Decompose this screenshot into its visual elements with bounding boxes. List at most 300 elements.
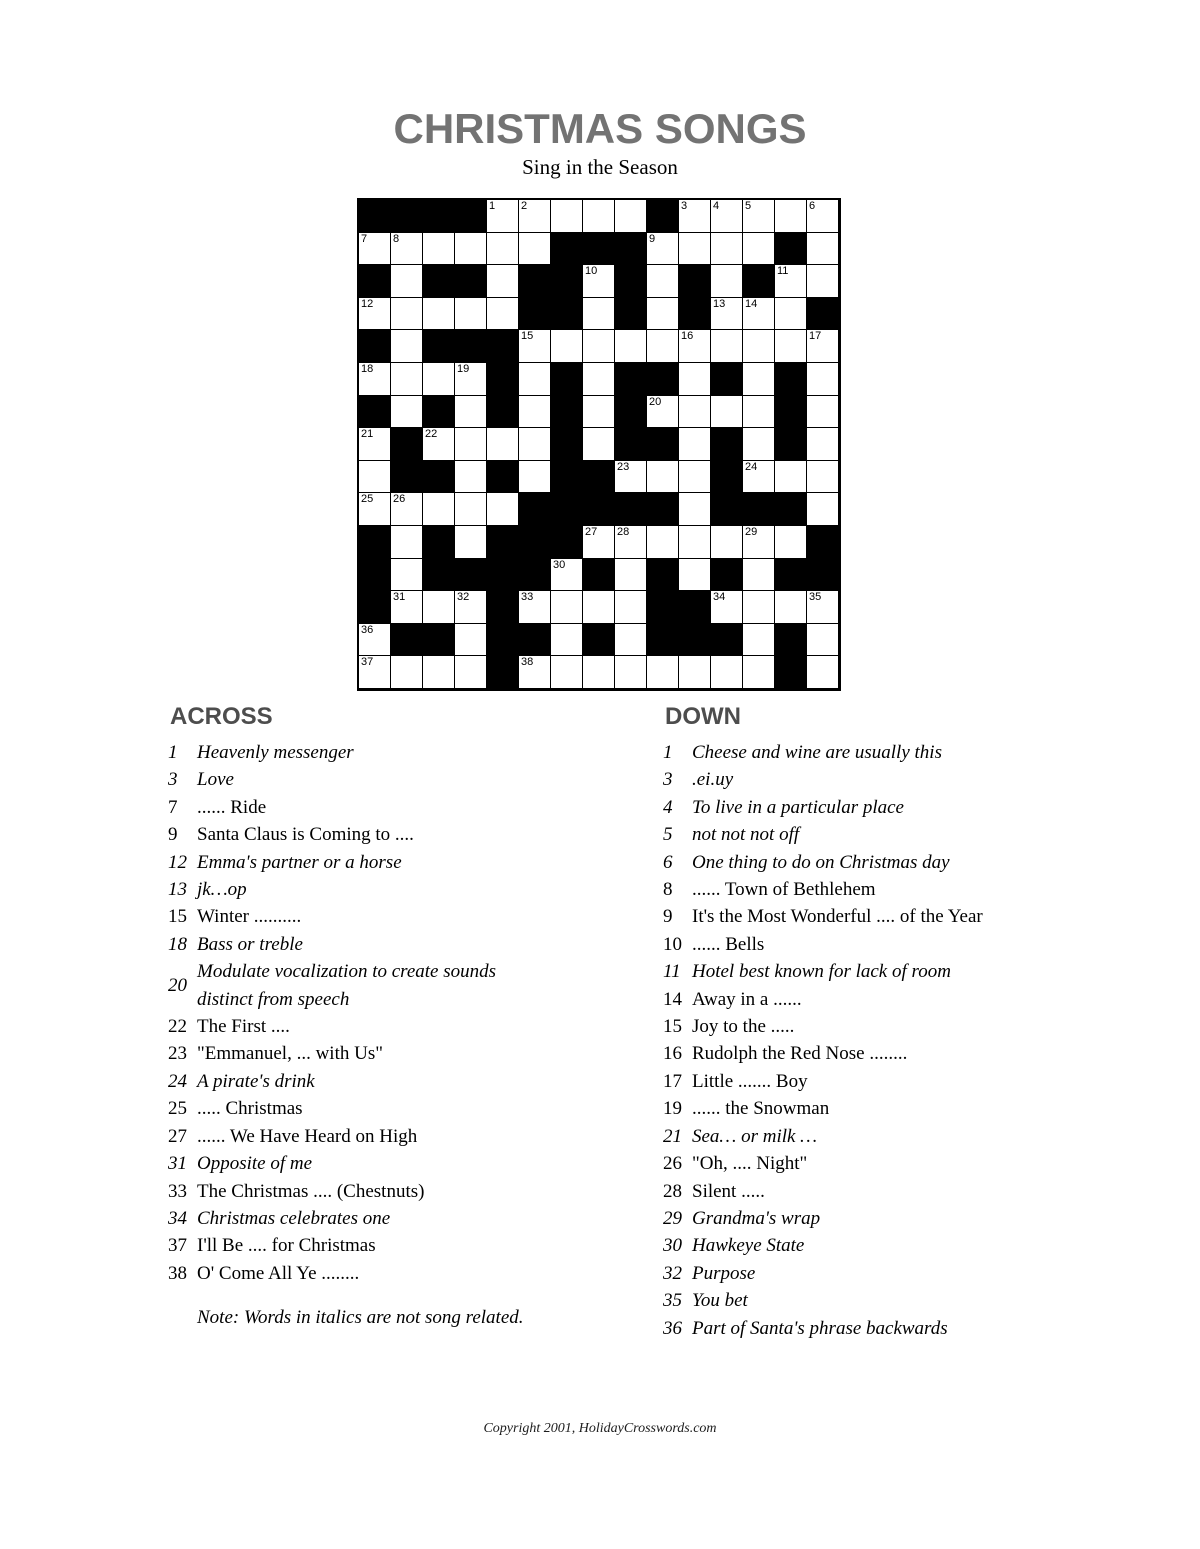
grid-cell[interactable] <box>615 200 647 233</box>
grid-cell[interactable] <box>519 330 551 363</box>
grid-cell[interactable] <box>519 363 551 396</box>
grid-cell[interactable] <box>359 493 391 526</box>
clue-number: 9 <box>168 824 178 846</box>
grid-cell-black <box>551 526 583 559</box>
clue-text: The Christmas .... (Chestnuts) <box>197 1180 425 1202</box>
grid-cell-black <box>711 493 743 526</box>
grid-cell-black <box>775 233 807 266</box>
cell-number: 13 <box>713 297 726 310</box>
grid-cell[interactable] <box>711 200 743 233</box>
across-clue-38 <box>168 1260 529 1287</box>
down-clue-32 <box>663 1260 1024 1287</box>
grid-cell[interactable] <box>391 591 423 624</box>
grid-cell-black <box>359 200 391 233</box>
clue-number: 4 <box>663 796 673 818</box>
down-clue-8 <box>663 876 1024 903</box>
grid-cell[interactable] <box>391 363 423 396</box>
grid-cell[interactable] <box>391 265 423 298</box>
grid-cell[interactable] <box>615 461 647 494</box>
grid-cell[interactable] <box>807 265 839 298</box>
cell-number: 23 <box>617 460 630 473</box>
grid-cell-black <box>423 624 455 657</box>
grid-cell[interactable] <box>583 200 615 233</box>
grid-cell[interactable] <box>743 591 775 624</box>
grid-cell-black <box>775 493 807 526</box>
clue-number: 8 <box>663 879 673 901</box>
grid-cell-black <box>775 396 807 429</box>
clue-text: Part of Santa's phrase backwards <box>692 1317 948 1339</box>
grid-cell[interactable] <box>583 591 615 624</box>
grid-cell[interactable] <box>359 461 391 494</box>
clue-text: A pirate's drink <box>197 1070 315 1092</box>
grid-cell[interactable] <box>359 363 391 396</box>
grid-cell[interactable] <box>615 656 647 689</box>
grid-cell-black <box>775 624 807 657</box>
grid-cell-black <box>487 624 519 657</box>
grid-cell-black <box>423 330 455 363</box>
clue-text: ..... Christmas <box>197 1098 303 1120</box>
grid-cell-black <box>743 493 775 526</box>
down-clue-29 <box>663 1205 1024 1232</box>
grid-cell-black <box>583 233 615 266</box>
clue-number: 1 <box>168 742 178 763</box>
grid-cell[interactable] <box>807 396 839 429</box>
grid-cell[interactable] <box>455 624 487 657</box>
grid-cell-black <box>679 591 711 624</box>
grid-cell[interactable] <box>679 559 711 592</box>
down-clue-17 <box>663 1068 1024 1095</box>
clue-number: 21 <box>663 1125 682 1147</box>
clue-text: I'll Be .... for Christmas <box>197 1235 376 1257</box>
grid-cell[interactable] <box>583 396 615 429</box>
grid-cell[interactable] <box>647 298 679 331</box>
grid-cell-black <box>359 396 391 429</box>
clue-number: 15 <box>663 1016 682 1038</box>
clue-number: 16 <box>663 1043 682 1065</box>
grid-cell[interactable] <box>807 428 839 461</box>
clue-text: ...... Ride <box>197 796 267 818</box>
clue-text: Grandma's wrap <box>692 1207 821 1229</box>
across-clue-34 <box>168 1205 529 1232</box>
clue-number: 37 <box>168 1235 187 1257</box>
clue-text: Christmas celebrates one <box>197 1207 391 1229</box>
clue-number: 5 <box>663 824 673 846</box>
grid-cell-black <box>391 428 423 461</box>
clue-number: 3 <box>663 769 673 791</box>
grid-cell-black <box>711 363 743 396</box>
grid-cell[interactable] <box>679 200 711 233</box>
grid-cell[interactable] <box>423 591 455 624</box>
grid-cell[interactable] <box>359 624 391 657</box>
down-clue-11 <box>663 958 1024 985</box>
clue-number: 22 <box>168 1016 187 1038</box>
grid-cell-black <box>647 200 679 233</box>
grid-cell[interactable] <box>583 526 615 559</box>
grid-cell[interactable] <box>583 298 615 331</box>
grid-cell[interactable] <box>583 428 615 461</box>
grid-cell[interactable] <box>455 363 487 396</box>
grid-cell[interactable] <box>551 591 583 624</box>
grid-cell-black <box>583 624 615 657</box>
grid-cell[interactable] <box>775 298 807 331</box>
grid-cell[interactable] <box>391 330 423 363</box>
clue-number: 33 <box>168 1180 187 1202</box>
grid-cell[interactable] <box>647 461 679 494</box>
grid-cell-black <box>583 493 615 526</box>
grid-cell[interactable] <box>487 233 519 266</box>
cell-number: 22 <box>425 428 438 441</box>
grid-cell[interactable] <box>711 396 743 429</box>
grid-cell[interactable] <box>647 526 679 559</box>
grid-cell[interactable] <box>743 526 775 559</box>
clue-text: Purpose <box>692 1262 756 1284</box>
across-header: ACROSS <box>170 703 273 730</box>
grid-cell[interactable] <box>743 461 775 494</box>
across-clue-1 <box>168 739 529 766</box>
grid-cell[interactable] <box>743 200 775 233</box>
down-clue-9 <box>663 903 1024 930</box>
grid-cell[interactable] <box>423 428 455 461</box>
grid-cell-black <box>487 656 519 689</box>
across-clue-9 <box>168 821 529 848</box>
cell-number: 10 <box>585 265 598 278</box>
grid-cell[interactable] <box>615 330 647 363</box>
clue-text: Opposite of me <box>197 1153 313 1175</box>
grid-cell-black <box>519 559 551 592</box>
down-clue-30 <box>663 1232 1024 1259</box>
grid-cell[interactable] <box>391 526 423 559</box>
grid-cell-black <box>455 200 487 233</box>
grid-cell[interactable] <box>423 493 455 526</box>
grid-cell-black <box>743 265 775 298</box>
clue-text: Emma's partner or a horse <box>197 851 402 873</box>
grid-cell-black <box>615 265 647 298</box>
clue-text: To live in a particular place <box>692 796 904 818</box>
grid-cell[interactable] <box>519 396 551 429</box>
grid-cell[interactable] <box>455 526 487 559</box>
cell-number: 5 <box>745 200 752 212</box>
grid-cell[interactable] <box>807 461 839 494</box>
grid-cell[interactable] <box>743 363 775 396</box>
clue-number: 14 <box>663 988 682 1010</box>
grid-cell[interactable] <box>743 233 775 266</box>
clue-number: 12 <box>168 851 187 873</box>
grid-cell[interactable] <box>455 591 487 624</box>
clue-text: Santa Claus is Coming to .... <box>197 824 414 846</box>
grid-cell-black <box>679 298 711 331</box>
grid-cell[interactable] <box>423 298 455 331</box>
clue-number: 27 <box>168 1125 187 1147</box>
grid-cell[interactable] <box>743 656 775 689</box>
grid-cell[interactable] <box>551 624 583 657</box>
grid-cell-black <box>647 363 679 396</box>
grid-cell[interactable] <box>551 559 583 592</box>
cell-number: 9 <box>649 232 656 245</box>
grid-cell[interactable] <box>711 330 743 363</box>
grid-cell[interactable] <box>455 298 487 331</box>
grid-cell[interactable] <box>647 396 679 429</box>
grid-cell-black <box>551 265 583 298</box>
grid-cell-black <box>775 363 807 396</box>
grid-cell[interactable] <box>583 363 615 396</box>
grid-cell-black <box>487 526 519 559</box>
grid-cell[interactable] <box>487 428 519 461</box>
grid-cell[interactable] <box>711 526 743 559</box>
clue-number: 9 <box>663 906 673 928</box>
grid-cell-black <box>519 526 551 559</box>
grid-cell[interactable] <box>519 591 551 624</box>
clue-number: 23 <box>168 1043 187 1065</box>
cell-number: 3 <box>681 200 688 212</box>
grid-cell[interactable] <box>647 656 679 689</box>
grid-cell-black <box>615 363 647 396</box>
clue-number: 15 <box>168 906 187 928</box>
grid-cell[interactable] <box>359 298 391 331</box>
clue-text: ...... the Snowman <box>692 1098 830 1120</box>
grid-cell[interactable] <box>679 428 711 461</box>
grid-cell-black <box>487 363 519 396</box>
grid-cell[interactable] <box>455 428 487 461</box>
grid-cell-black <box>647 559 679 592</box>
grid-cell[interactable] <box>519 200 551 233</box>
clue-number: 7 <box>168 796 178 818</box>
down-clue-21 <box>663 1123 1024 1150</box>
clue-text: "Emmanuel, ... with Us" <box>197 1043 383 1065</box>
grid-cell-black <box>679 265 711 298</box>
italics-note: Note: Words in italics are not song related. <box>197 1307 524 1328</box>
grid-cell-black <box>359 265 391 298</box>
cell-number: 8 <box>393 232 400 245</box>
grid-cell[interactable] <box>615 591 647 624</box>
grid-cell-black <box>615 233 647 266</box>
grid-cell-black <box>455 330 487 363</box>
grid-cell[interactable] <box>487 200 519 233</box>
grid-cell-black <box>455 265 487 298</box>
grid-cell[interactable] <box>775 200 807 233</box>
clue-text: Sea… or milk … <box>692 1125 818 1147</box>
grid-cell[interactable] <box>679 233 711 266</box>
grid-cell[interactable] <box>807 363 839 396</box>
grid-cell-black <box>455 559 487 592</box>
grid-cell[interactable] <box>743 428 775 461</box>
across-clue-13 <box>168 876 529 903</box>
grid-cell[interactable] <box>359 428 391 461</box>
grid-cell-black <box>551 493 583 526</box>
grid-cell-black <box>775 559 807 592</box>
clue-number: 3 <box>168 769 178 791</box>
grid-cell-black <box>711 624 743 657</box>
across-clue-31 <box>168 1150 529 1177</box>
grid-cell[interactable] <box>679 363 711 396</box>
clue-text: Silent ..... <box>692 1180 765 1202</box>
grid-cell[interactable] <box>551 656 583 689</box>
clue-text: Bass or treble <box>197 933 303 955</box>
grid-cell-black <box>487 461 519 494</box>
grid-cell[interactable] <box>359 656 391 689</box>
across-clue-12 <box>168 849 529 876</box>
grid-cell-black <box>647 493 679 526</box>
cell-number: 19 <box>457 362 470 375</box>
clue-text: Winter .......... <box>197 906 302 928</box>
grid-cell[interactable] <box>391 559 423 592</box>
grid-cell[interactable] <box>743 559 775 592</box>
across-clue-list <box>168 739 529 1287</box>
clue-number: 20 <box>168 974 187 996</box>
grid-cell[interactable] <box>711 298 743 331</box>
grid-cell[interactable] <box>711 656 743 689</box>
down-clue-6 <box>663 849 1024 876</box>
grid-cell[interactable] <box>391 656 423 689</box>
grid-cell[interactable] <box>423 656 455 689</box>
down-clue-14 <box>663 986 1024 1013</box>
grid-cell-black <box>647 428 679 461</box>
clue-number: 19 <box>663 1098 682 1120</box>
cell-number: 12 <box>361 297 374 310</box>
across-clue-20 <box>168 958 529 1013</box>
grid-cell[interactable] <box>647 233 679 266</box>
grid-cell[interactable] <box>775 526 807 559</box>
grid-cell[interactable] <box>807 624 839 657</box>
grid-cell[interactable] <box>391 298 423 331</box>
grid-cell[interactable] <box>615 559 647 592</box>
grid-cell[interactable] <box>679 526 711 559</box>
cell-number: 2 <box>521 200 528 212</box>
grid-cell[interactable] <box>551 330 583 363</box>
down-clue-1 <box>663 739 1024 766</box>
grid-cell[interactable] <box>519 656 551 689</box>
clue-number: 25 <box>168 1098 187 1120</box>
down-header: DOWN <box>665 703 741 730</box>
grid-cell[interactable] <box>487 298 519 331</box>
cell-number: 11 <box>777 265 789 278</box>
grid-cell[interactable] <box>775 461 807 494</box>
grid-cell-black <box>423 265 455 298</box>
grid-cell[interactable] <box>711 591 743 624</box>
grid-cell[interactable] <box>359 233 391 266</box>
down-clue-28 <box>663 1178 1024 1205</box>
grid-cell[interactable] <box>775 265 807 298</box>
grid-cell[interactable] <box>807 330 839 363</box>
grid-cell[interactable] <box>423 233 455 266</box>
grid-cell[interactable] <box>647 265 679 298</box>
page-subtitle: Sing in the Season <box>522 155 678 179</box>
grid-cell[interactable] <box>615 526 647 559</box>
clue-number: 36 <box>663 1317 682 1339</box>
clue-text: The First .... <box>197 1016 290 1038</box>
grid-cell[interactable] <box>455 233 487 266</box>
grid-cell[interactable] <box>583 330 615 363</box>
grid-cell[interactable] <box>519 461 551 494</box>
grid-cell[interactable] <box>455 493 487 526</box>
grid-cell[interactable] <box>743 624 775 657</box>
grid-cell[interactable] <box>519 233 551 266</box>
grid-cell[interactable] <box>711 233 743 266</box>
clue-text: Joy to the ..... <box>692 1016 795 1038</box>
grid-cell[interactable] <box>455 461 487 494</box>
grid-cell-black <box>487 591 519 624</box>
clue-text: jk…op <box>197 879 247 901</box>
grid-cell[interactable] <box>679 493 711 526</box>
grid-cell[interactable] <box>391 493 423 526</box>
grid-cell-black <box>487 559 519 592</box>
grid-cell[interactable] <box>807 591 839 624</box>
clue-text: Away in a ...... <box>692 988 802 1010</box>
grid-cell[interactable] <box>775 330 807 363</box>
clue-text: Love <box>197 769 234 791</box>
grid-cell[interactable] <box>711 265 743 298</box>
clue-number: 18 <box>168 933 187 955</box>
clue-number: 34 <box>168 1207 187 1229</box>
grid-cell[interactable] <box>743 330 775 363</box>
clue-number: 11 <box>663 961 681 983</box>
cell-number: 38 <box>521 656 534 669</box>
grid-cell-black <box>391 461 423 494</box>
grid-cell-black <box>487 396 519 429</box>
grid-cell[interactable] <box>807 233 839 266</box>
grid-cell[interactable] <box>615 624 647 657</box>
grid-cell[interactable] <box>391 396 423 429</box>
crossword-grid <box>357 198 841 691</box>
grid-cell[interactable] <box>807 656 839 689</box>
grid-cell-black <box>551 396 583 429</box>
cell-number: 14 <box>745 297 758 310</box>
grid-cell-black <box>551 298 583 331</box>
clue-text: Little ....... Boy <box>692 1070 808 1092</box>
grid-cell[interactable] <box>807 493 839 526</box>
grid-cell[interactable] <box>679 396 711 429</box>
grid-cell[interactable] <box>519 428 551 461</box>
grid-cell[interactable] <box>775 591 807 624</box>
across-clue-3 <box>168 766 529 793</box>
grid-cell[interactable] <box>679 656 711 689</box>
grid-cell[interactable] <box>551 200 583 233</box>
cell-number: 26 <box>393 493 406 506</box>
grid-cell-black <box>583 461 615 494</box>
clue-text: ...... We Have Heard on High <box>197 1125 418 1147</box>
grid-cell[interactable] <box>583 656 615 689</box>
clue-text: ...... Town of Bethlehem <box>692 879 876 901</box>
grid-cell[interactable] <box>455 656 487 689</box>
clue-text: Cheese and wine are usually this <box>692 742 942 763</box>
grid-cell[interactable] <box>423 363 455 396</box>
clue-number: 31 <box>168 1153 187 1175</box>
clue-number: 26 <box>663 1153 682 1175</box>
cell-number: 34 <box>713 591 726 604</box>
grid-cell-black <box>519 298 551 331</box>
grid-cell[interactable] <box>743 396 775 429</box>
cell-number: 30 <box>553 558 566 571</box>
grid-cell[interactable] <box>583 265 615 298</box>
clue-number: 13 <box>168 879 187 901</box>
cell-number: 20 <box>649 395 662 408</box>
grid-cell[interactable] <box>487 493 519 526</box>
cell-number: 27 <box>585 525 598 538</box>
clue-number: 30 <box>663 1235 682 1257</box>
grid-cell[interactable] <box>679 330 711 363</box>
grid-cell[interactable] <box>743 298 775 331</box>
grid-cell[interactable] <box>647 330 679 363</box>
grid-cell[interactable] <box>487 265 519 298</box>
cell-number: 16 <box>681 330 694 343</box>
grid-cell[interactable] <box>679 461 711 494</box>
grid-cell[interactable] <box>807 200 839 233</box>
clue-text: "Oh, .... Night" <box>692 1153 808 1175</box>
across-clue-7 <box>168 794 529 821</box>
clue-number: 6 <box>663 851 673 873</box>
grid-cell[interactable] <box>391 233 423 266</box>
clue-number: 28 <box>663 1180 682 1202</box>
grid-cell[interactable] <box>455 396 487 429</box>
